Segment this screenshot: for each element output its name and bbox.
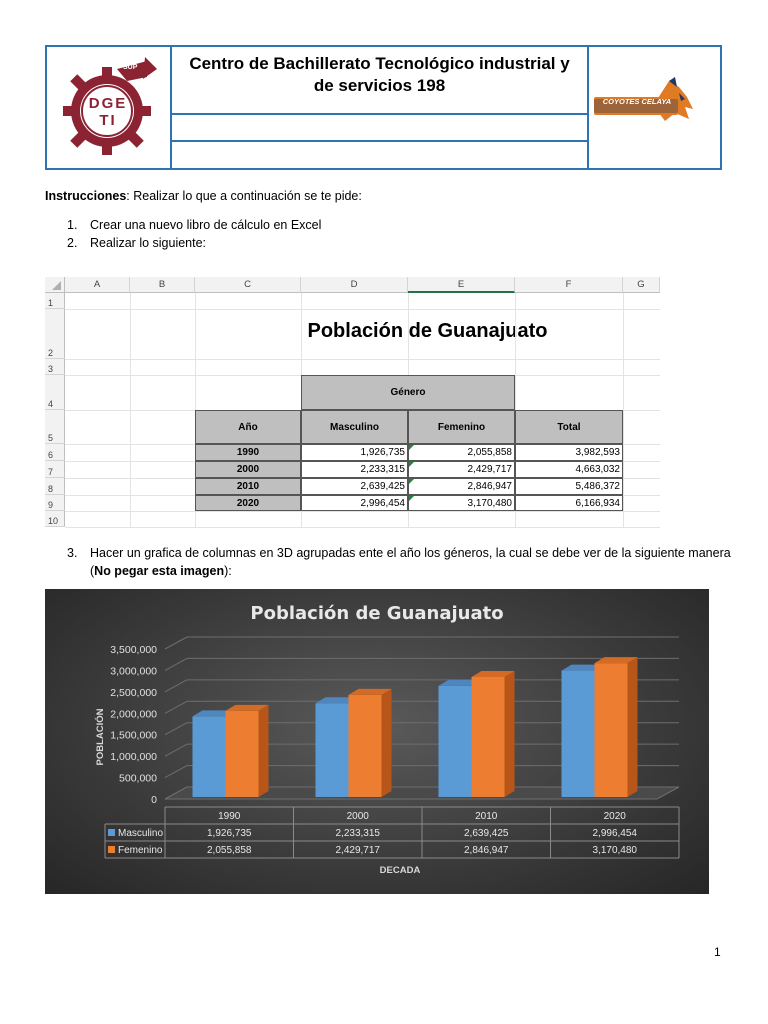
table-header-1: Masculino <box>301 410 408 444</box>
table-cell-year: 2000 <box>195 461 301 478</box>
bar-side-femenino-1990 <box>259 705 269 797</box>
bar-masculino-1990 <box>193 716 226 797</box>
table-cell-value: 3,170,480 <box>408 495 515 511</box>
table-cell-value: 2,639,425 <box>301 478 408 495</box>
column-header-d: D <box>301 277 408 293</box>
table-cell-year: 2010 <box>195 478 301 495</box>
grid-line <box>165 658 187 670</box>
step-2-number: 2. <box>67 236 78 250</box>
data-label: 2,846,947 <box>464 845 509 856</box>
table-cell-value: 4,663,032 <box>515 461 623 478</box>
grid-line <box>165 680 187 692</box>
grid-line <box>65 309 660 310</box>
grid-line <box>130 293 131 527</box>
coyotes-logo <box>589 47 720 168</box>
x-tick-label: 1990 <box>218 811 241 822</box>
step-1-text: Crear una nuevo libro de cálculo en Excel <box>90 218 322 232</box>
spreadsheet-image <box>45 268 660 528</box>
row-header-1: 1 <box>45 293 65 309</box>
bar-masculino-2010 <box>439 686 472 797</box>
column-header-f: F <box>515 277 623 293</box>
step-3-paren-close: ): <box>224 564 232 578</box>
grid-line <box>165 766 187 778</box>
school-title <box>172 47 589 115</box>
data-label: 1,926,735 <box>207 828 252 839</box>
grid-line <box>65 359 660 360</box>
select-all-corner <box>45 277 65 293</box>
step-3-line-2 <box>90 563 232 579</box>
chart-title: Población de Guanajuato <box>250 603 504 624</box>
y-tick-label: 2,000,000 <box>110 708 157 721</box>
y-tick-label: 500,000 <box>119 772 157 785</box>
grid-line <box>165 723 187 735</box>
column-header-e: E <box>408 277 515 293</box>
y-tick-label: 0 <box>151 794 157 806</box>
legend-swatch-masculino <box>108 829 115 836</box>
table-header-0: Año <box>195 410 301 444</box>
x-tick-label: 2000 <box>346 811 369 822</box>
y-tick-label: 3,000,000 <box>110 665 157 678</box>
data-label: 2,639,425 <box>464 828 509 839</box>
table-header-3: Total <box>515 410 623 444</box>
step-3 <box>67 545 747 561</box>
step-1-number: 1. <box>67 218 78 232</box>
header-table <box>45 45 722 170</box>
title-line-2: de servicios 198 <box>313 76 446 95</box>
x-tick-label: 2020 <box>603 811 626 822</box>
grid-line <box>165 637 187 649</box>
step-2 <box>67 235 206 251</box>
error-indicator-icon <box>409 445 414 450</box>
logo-badge: SUP <box>123 64 138 71</box>
bar-masculino-2000 <box>316 703 349 797</box>
table-cell-value: 5,486,372 <box>515 478 623 495</box>
legend-label-femenino: Femenino <box>118 845 163 856</box>
row-header-3: 3 <box>45 359 65 375</box>
grid-line <box>65 527 660 528</box>
column-header-b: B <box>130 277 195 293</box>
bar-side-femenino-2020 <box>628 657 638 797</box>
table-cell-value: 3,982,593 <box>515 444 623 461</box>
header-empty-row-1 <box>172 115 589 142</box>
grid-line <box>165 701 187 713</box>
table-cell-value: 2,055,858 <box>408 444 515 461</box>
row-header-8: 8 <box>45 478 65 495</box>
column-chart-3d <box>45 589 709 894</box>
error-indicator-icon <box>409 479 414 484</box>
row-header-6: 6 <box>45 444 65 461</box>
row-header-7: 7 <box>45 461 65 478</box>
column-header-a: A <box>65 277 130 293</box>
x-tick-label: 2010 <box>475 811 498 822</box>
instructions-text: : Realizar lo que a continuación se te pide: <box>126 189 362 203</box>
instructions-label: Instrucciones <box>45 189 127 203</box>
dgeti-logo <box>47 47 172 168</box>
grid-line <box>165 744 187 756</box>
logo-text: DGETI <box>88 95 128 129</box>
table-cell-value: 2,233,315 <box>301 461 408 478</box>
bar-side-femenino-2000 <box>382 689 392 797</box>
table-cell-value: 6,166,934 <box>515 495 623 511</box>
bar-side-femenino-2010 <box>505 671 515 797</box>
bar-femenino-2000 <box>349 695 382 797</box>
table-cell-year: 1990 <box>195 444 301 461</box>
corner-triangle-icon <box>45 277 65 293</box>
y-tick-label: 3,500,000 <box>110 644 157 656</box>
genero-header: Género <box>301 375 515 410</box>
page-number: 1 <box>714 945 721 959</box>
table-cell-value: 2,429,717 <box>408 461 515 478</box>
title-line-1: Centro de Bachillerato Tecnológico industrial y <box>189 54 570 73</box>
step-2-text: Realizar lo siguiente: <box>90 236 207 250</box>
instructions-line <box>45 188 362 204</box>
error-indicator-icon <box>409 496 414 501</box>
column-header-c: C <box>195 277 301 293</box>
y-tick-label: 2,500,000 <box>110 686 157 699</box>
error-indicator-icon <box>409 462 414 467</box>
bar-femenino-1990 <box>226 711 259 797</box>
row-header-9: 9 <box>45 495 65 511</box>
y-tick-label: 1,500,000 <box>110 729 157 742</box>
step-3-number: 3. <box>67 546 78 560</box>
table-cell-value: 2,846,947 <box>408 478 515 495</box>
data-label: 2,233,315 <box>335 828 380 839</box>
row-header-10: 10 <box>45 511 65 527</box>
step-3-paren-open: ( <box>90 564 95 578</box>
grid-line <box>623 293 624 527</box>
data-label: 2,996,454 <box>592 828 637 839</box>
coyote-logo-icon <box>589 47 720 168</box>
legend-swatch-femenino <box>108 846 115 853</box>
column-header-g: G <box>623 277 660 293</box>
table-cell-value: 1,926,735 <box>301 444 408 461</box>
row-header-2: 2 <box>45 309 65 359</box>
y-axis-label: POBLACIÓN <box>95 708 106 766</box>
legend-label-masculino: Masculino <box>118 828 164 839</box>
step-3-text: Hacer un grafica de columnas en 3D agrupadas ente el año los géneros, la cual se debe ver de la siguiente manera <box>90 546 731 560</box>
table-cell-value: 2,996,454 <box>301 495 408 511</box>
bar-femenino-2010 <box>472 677 505 797</box>
table-header-2: Femenino <box>408 410 515 444</box>
sheet-title: Población de Guanajuato <box>307 320 548 342</box>
grid-line <box>65 511 660 512</box>
step-3-bold: No pegar esta imagen <box>94 564 225 578</box>
y-tick-label: 1,000,000 <box>110 751 157 764</box>
data-label: 2,429,717 <box>335 845 380 856</box>
header-empty-row-2 <box>172 142 589 168</box>
x-axis-label: DECADA <box>379 865 421 876</box>
bar-masculino-2020 <box>562 671 595 797</box>
chart-image <box>45 589 709 894</box>
bar-femenino-2020 <box>595 663 628 797</box>
step-1 <box>67 217 321 233</box>
data-label: 3,170,480 <box>592 845 637 856</box>
row-header-5: 5 <box>45 410 65 444</box>
table-cell-year: 2020 <box>195 495 301 511</box>
row-header-4: 4 <box>45 375 65 410</box>
coyotes-logo-text: COYOTES CELAYA <box>602 97 672 106</box>
data-label: 2,055,858 <box>207 845 252 856</box>
